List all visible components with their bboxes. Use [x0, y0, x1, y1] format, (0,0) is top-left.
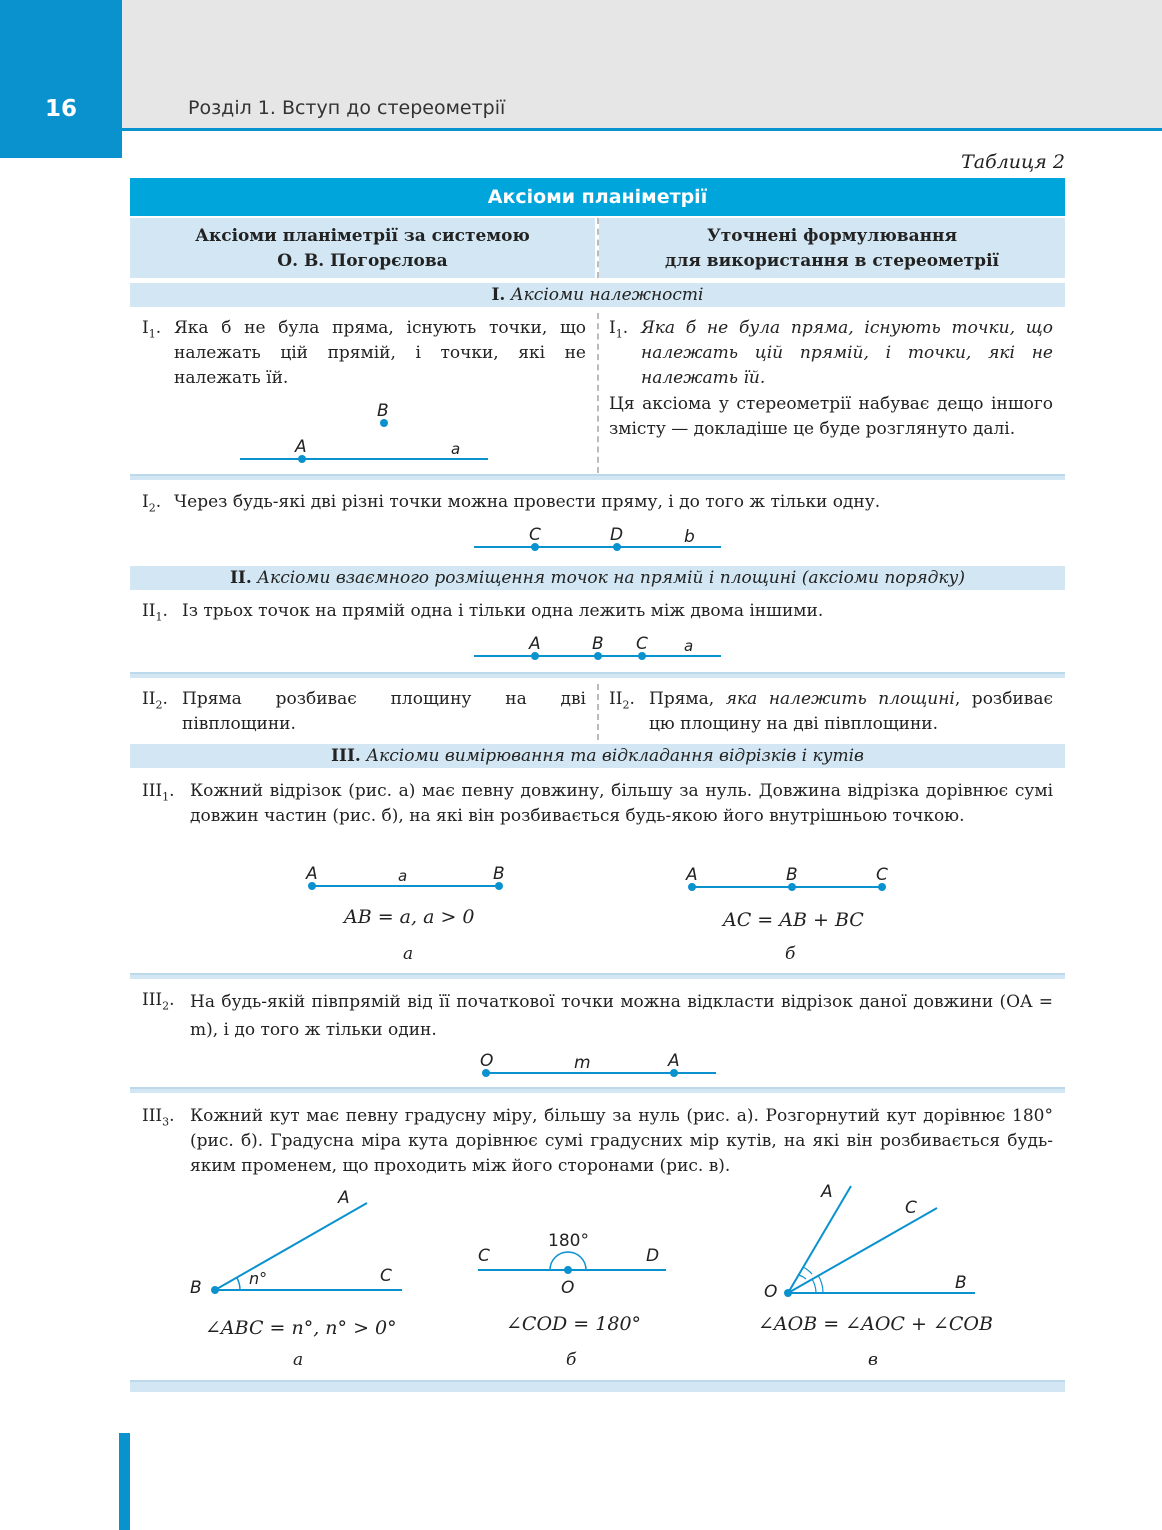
line-label-a: a: [684, 637, 694, 655]
axiom-label: $II_1$.: [142, 601, 168, 624]
column-header-right-line1: Уточнені формулювання: [706, 226, 958, 246]
point-label-a: A: [529, 634, 541, 654]
section-name: Аксіоми взаємного розміщення точок на прямій і площині (аксіоми порядку): [257, 568, 966, 588]
axiom-label: $III_2$.: [142, 990, 175, 1013]
axiom-label: $I_2$.: [142, 492, 162, 515]
axiom-text: На будь-якій півпрямій від її початкової точки можна відкласти відрізок даної довжини (OA = m), і до того ж тільки один.: [190, 992, 1053, 1040]
formula: ∠COD = 180°: [506, 1313, 642, 1335]
point-label-b: B: [955, 1273, 967, 1293]
point-label-c: C: [380, 1266, 392, 1286]
formula: ∠AOB = ∠AOC + ∠COB: [758, 1313, 993, 1335]
formula: AC = AB + BC: [723, 909, 864, 931]
point-label-a: A: [821, 1182, 833, 1202]
column-header-left-line2: О. В. Погорєлова: [277, 251, 448, 271]
angle-label: 180°: [548, 1231, 589, 1251]
line-label-b: b: [684, 527, 695, 547]
formula: ∠ABC = n°, n° > 0°: [205, 1317, 397, 1339]
figure-caption: а: [293, 1350, 304, 1370]
point-label-a: A: [295, 437, 307, 457]
figure-caption: б: [566, 1350, 577, 1370]
axiom-text: Яка б не була пряма, існують точки, що належать цій прямій, і точки, які не належать їй.: [174, 318, 586, 388]
axiom-label: $II_2$.: [609, 689, 635, 712]
point-label-o: O: [480, 1051, 494, 1071]
table-bottom-border: [130, 1380, 1065, 1392]
axiom-label: $I_1$.: [142, 318, 162, 341]
formula: AB = a, a > 0: [344, 906, 475, 928]
point-label-d: D: [646, 1246, 660, 1266]
figure-caption: а: [403, 944, 414, 964]
section-name: Аксіоми належності: [510, 285, 704, 305]
table-title: Аксіоми планіметрії: [130, 178, 1065, 216]
axiom-label: $II_2$.: [142, 689, 168, 712]
segment-label-a: a: [398, 867, 408, 885]
axiom-text-refined: Яка б не була пряма, існують точки, що належать цій прямій, і точки, які не належать їй.: [641, 318, 1053, 388]
point-label-b: B: [190, 1278, 202, 1298]
section-number: III.: [331, 746, 361, 766]
point-label-b: B: [592, 634, 604, 654]
page-number: 16: [44, 96, 77, 122]
axiom-text: Кожний кут має певну градусну міру, більшу за нуль (рис. а). Розгорнутий кут дорівнює 180° (рис. б). Градусна міра кута дорівнює сумі градусних мір кутів, на які він розбивається будь-яким променем, що проходить між його сторонами (рис. в).: [190, 1106, 1053, 1176]
axiom-label: $I_1$.: [609, 318, 629, 341]
column-header-left-line1: Аксіоми планіметрії за системою: [195, 226, 530, 246]
axiom-text: Пряма розбиває площину на дві півплощини.: [182, 689, 586, 734]
axiom-text: Через будь-які дві різні точки можна провести пряму, і до того ж тільки одну.: [174, 492, 881, 512]
chapter-title: Розділ 1. Вступ до стереометрії: [188, 97, 506, 119]
point-label-a: A: [338, 1188, 350, 1208]
axiom-text: Із трьох точок на прямій одна і тільки одна лежить між двома іншими.: [182, 601, 824, 621]
point-label-c: C: [905, 1198, 917, 1218]
figure-caption: б: [785, 944, 796, 964]
section-number: I.: [491, 285, 506, 305]
section-name: Аксіоми вимірювання та відкладання відрізків і кутів: [366, 746, 864, 766]
point-label-b: B: [377, 401, 389, 421]
point-label-a: A: [668, 1051, 680, 1071]
point-label-o: O: [561, 1278, 575, 1298]
column-header-right-line2: для використання в стереометрії: [665, 251, 999, 271]
axiom-text: Кожний відрізок (рис. а) має певну довжину, більшу за нуль. Довжина відрізка дорівнює сумі довжин частин (рис. б), на які він розбивається будь-якою його внутрішньою точкою.: [190, 781, 1053, 826]
point-label-b: B: [786, 865, 798, 885]
point-label-c: C: [876, 865, 888, 885]
axiom-note: Ця аксіома у стереометрії набуває дещо іншого змісту — докладіше це буде розглянуто далі.: [609, 394, 1053, 439]
axiom-label: $III_1$.: [142, 781, 175, 804]
point-label-c: C: [529, 525, 541, 545]
point-label-d: D: [610, 525, 624, 545]
figure-caption: в: [868, 1350, 878, 1370]
section-number: II.: [229, 568, 252, 588]
point-label-c: C: [478, 1246, 490, 1266]
point-label-o: O: [764, 1282, 778, 1302]
line-label-a: a: [451, 440, 461, 458]
axiom-text-refined: Пряма, яка належить площині, розбиває цю площину на дві півплощини.: [649, 689, 1053, 734]
axiom-label: $III_3$.: [142, 1106, 175, 1129]
length-label-m: m: [574, 1053, 591, 1073]
point-label-c: C: [636, 634, 648, 654]
angle-label: n°: [249, 1269, 268, 1288]
point-label-b: B: [493, 864, 505, 884]
point-label-a: A: [686, 865, 698, 885]
table-label: Таблиця 2: [961, 151, 1065, 173]
point-label-a: A: [306, 864, 318, 884]
